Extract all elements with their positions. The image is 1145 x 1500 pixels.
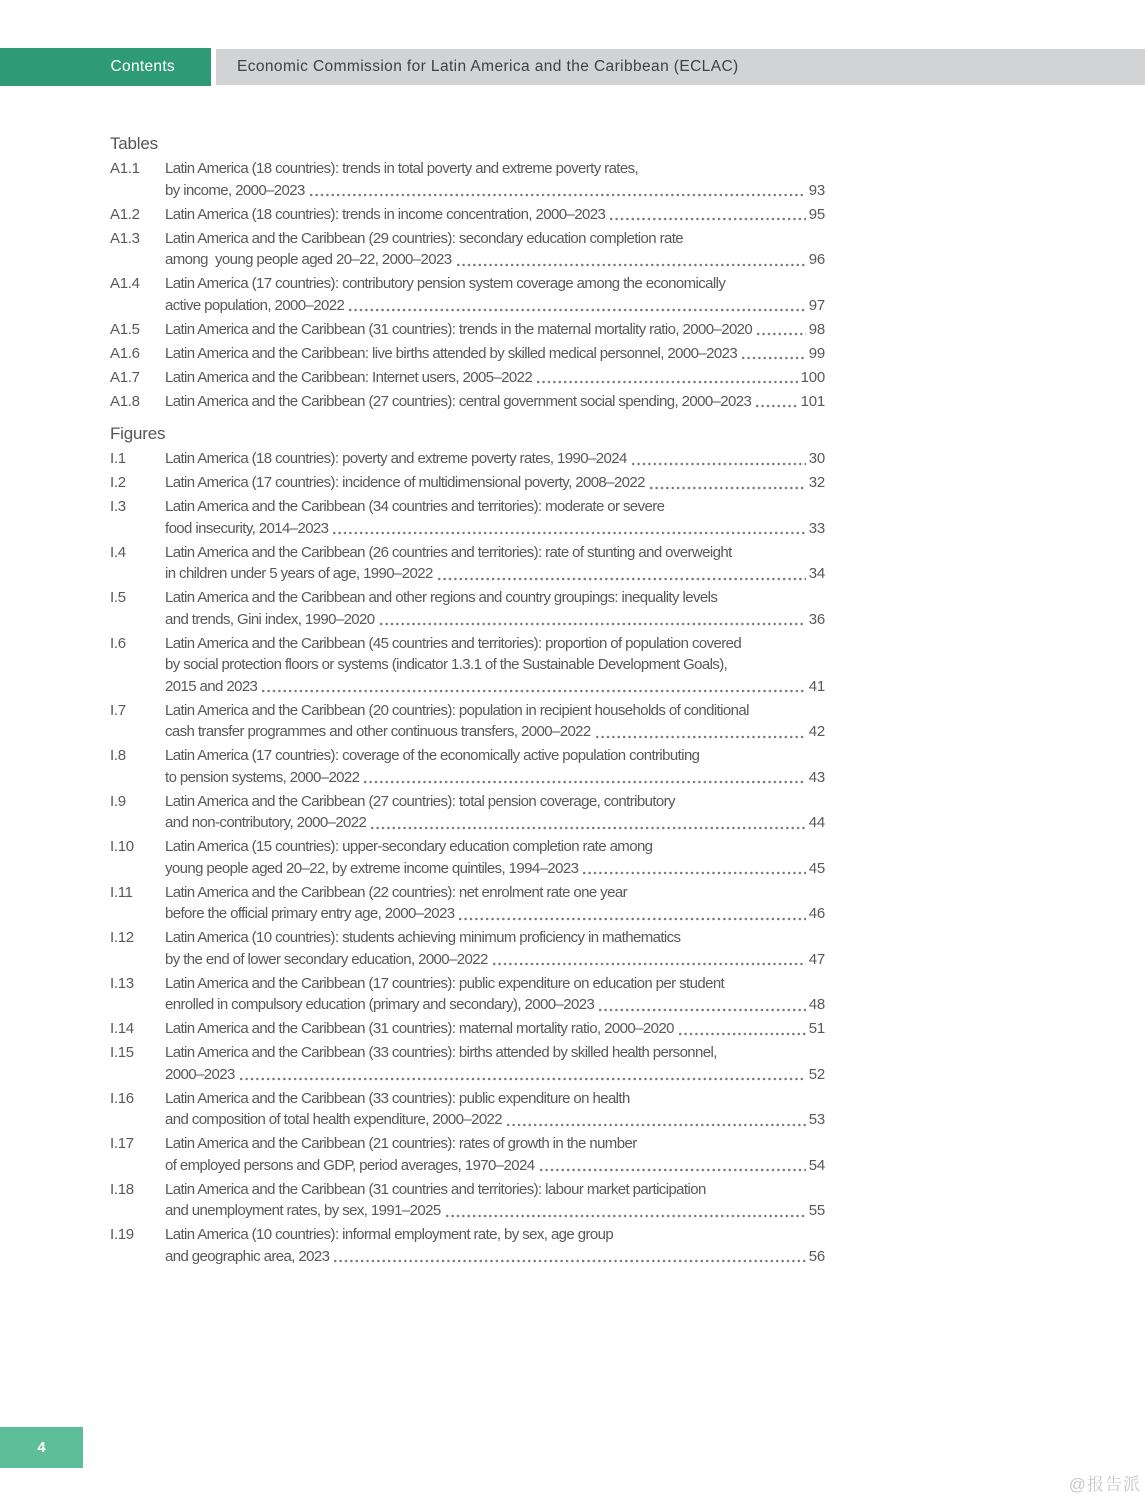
entry-number: I.11 bbox=[110, 883, 133, 901]
toc-entry bbox=[110, 1042, 825, 1085]
watermark: @报告派 bbox=[1068, 1475, 1141, 1494]
entry-text: food insecurity, 2014–2023 bbox=[165, 519, 329, 537]
entry-text: in children under 5 years of age, 1990–2022 bbox=[165, 565, 433, 582]
entry-text: Latin America and the Caribbean: live births attended by skilled medical personnel, 2000–2023 bbox=[165, 344, 738, 362]
entry-body bbox=[165, 319, 825, 341]
entry-body bbox=[165, 204, 825, 226]
dotted-leader bbox=[756, 404, 797, 408]
entry-body bbox=[165, 791, 825, 834]
entry-text-line bbox=[165, 563, 825, 585]
entry-text-line bbox=[165, 1200, 825, 1222]
dotted-leader bbox=[371, 826, 805, 830]
dotted-leader bbox=[583, 871, 805, 875]
entry-page-number: 33 bbox=[808, 519, 825, 537]
entry-text: to pension systems, 2000–2022 bbox=[165, 768, 360, 786]
entry-text-line bbox=[165, 1018, 825, 1040]
entry-number: I.4 bbox=[110, 543, 126, 561]
entry-text-line: Latin America (17 countries): coverage of the economically active population contributing bbox=[165, 747, 700, 764]
dotted-leader bbox=[364, 780, 805, 784]
entry-text-line: Latin America (18 countries): trends in total poverty and extreme poverty rates, bbox=[165, 160, 639, 177]
entry-body bbox=[165, 745, 825, 788]
entry-number: I.16 bbox=[110, 1089, 134, 1107]
entry-page-number: 93 bbox=[808, 181, 825, 199]
entry-number: I.14 bbox=[110, 1020, 134, 1037]
toc-entry bbox=[110, 1088, 825, 1131]
dotted-leader bbox=[540, 1168, 806, 1172]
entry-page-number: 95 bbox=[808, 205, 825, 223]
entry-page-number: 101 bbox=[800, 392, 825, 410]
entry-text-line bbox=[165, 367, 825, 389]
entry-number: A1.4 bbox=[110, 275, 140, 292]
dotted-leader bbox=[240, 1077, 806, 1081]
toc-section bbox=[110, 423, 825, 1267]
entry-text-line bbox=[165, 295, 825, 317]
entry-text-line bbox=[165, 472, 825, 494]
entry-body bbox=[165, 367, 825, 389]
contents-label: Contents bbox=[110, 58, 175, 75]
toc-entry bbox=[110, 927, 825, 970]
entry-text-line: Latin America and the Caribbean and other regions and country groupings: inequality levels bbox=[165, 589, 718, 606]
entry-number: A1.5 bbox=[110, 320, 140, 338]
entry-number: I.5 bbox=[110, 589, 126, 606]
entry-number: I.6 bbox=[110, 634, 126, 652]
entry-number: I.12 bbox=[110, 929, 134, 946]
entry-text-line bbox=[165, 180, 825, 202]
entry-page-number: 56 bbox=[808, 1247, 825, 1265]
entry-text-line bbox=[165, 994, 825, 1016]
entry-number: I.10 bbox=[110, 838, 134, 855]
dotted-leader bbox=[757, 332, 806, 336]
entry-text: cash transfer programmes and other continuous transfers, 2000–2022 bbox=[165, 723, 591, 740]
entry-body bbox=[165, 542, 825, 585]
entry-text: active population, 2000–2022 bbox=[165, 296, 345, 314]
entry-page-number: 43 bbox=[808, 768, 825, 786]
entry-text: by income, 2000–2023 bbox=[165, 181, 305, 199]
entry-text-line: Latin America and the Caribbean (29 countries): secondary education completion rate bbox=[165, 229, 684, 247]
entry-text-line bbox=[165, 319, 825, 341]
entry-text: and geographic area, 2023 bbox=[165, 1247, 330, 1265]
entry-page-number: 47 bbox=[808, 950, 825, 968]
entry-body bbox=[165, 496, 825, 539]
entry-text: enrolled in compulsory education (primary and secondary), 2000–2023 bbox=[165, 996, 595, 1013]
entry-text-line bbox=[165, 721, 825, 743]
page-number: 4 bbox=[37, 1439, 46, 1456]
entry-text-line bbox=[165, 343, 825, 365]
entry-page-number: 34 bbox=[808, 565, 825, 582]
toc-entry bbox=[110, 542, 825, 585]
toc-entry bbox=[110, 204, 825, 226]
entry-text-line: Latin America and the Caribbean (31 countries and territories): labour market participation bbox=[165, 1180, 706, 1198]
entry-number: I.18 bbox=[110, 1180, 134, 1198]
toc-entry bbox=[110, 391, 825, 413]
entry-text-line bbox=[165, 249, 825, 271]
entry-page-number: 36 bbox=[808, 610, 825, 628]
toc-entry bbox=[110, 273, 825, 316]
dotted-leader bbox=[632, 462, 806, 466]
dotted-leader bbox=[596, 735, 806, 739]
entry-text: and trends, Gini index, 1990–2020 bbox=[165, 610, 375, 628]
entry-text-line: Latin America and the Caribbean (34 countries and territories): moderate or severe bbox=[165, 498, 665, 515]
toc-entry bbox=[110, 633, 825, 698]
dotted-leader bbox=[679, 1032, 806, 1036]
entry-text-line: by social protection floors or systems (indicator 1.3.1 of the Sustainable Development Goals), bbox=[165, 656, 728, 673]
entry-text-line bbox=[165, 204, 825, 226]
entry-page-number: 97 bbox=[808, 296, 825, 314]
entry-body bbox=[165, 836, 825, 879]
org-title-bar bbox=[216, 49, 1145, 85]
entry-text-line: Latin America and the Caribbean (26 countries and territories): rate of stunting and overweight bbox=[165, 543, 732, 561]
toc-entry bbox=[110, 343, 825, 365]
dotted-leader bbox=[650, 486, 806, 490]
entry-text-line bbox=[165, 1109, 825, 1131]
entry-number: I.15 bbox=[110, 1044, 134, 1061]
entry-text: Latin America (18 countries): trends in income concentration, 2000–2023 bbox=[165, 205, 606, 223]
entry-body bbox=[165, 1042, 825, 1085]
entry-text-line: Latin America and the Caribbean (17 countries): public expenditure on education per student bbox=[165, 974, 725, 992]
entry-page-number: 44 bbox=[808, 814, 825, 831]
entry-body bbox=[165, 973, 825, 1016]
dotted-leader bbox=[742, 356, 806, 360]
toc-entry bbox=[110, 367, 825, 389]
entry-body bbox=[165, 391, 825, 413]
toc-entry bbox=[110, 882, 825, 925]
entry-text: Latin America and the Caribbean: Internet users, 2005–2022 bbox=[165, 368, 533, 386]
entry-body bbox=[165, 343, 825, 365]
toc-entry bbox=[110, 791, 825, 834]
entry-body bbox=[165, 927, 825, 970]
section-entries bbox=[110, 158, 825, 412]
entry-text: 2015 and 2023 bbox=[165, 677, 258, 695]
entry-text-line bbox=[165, 1155, 825, 1177]
entry-page-number: 100 bbox=[800, 368, 825, 386]
entry-text-line bbox=[165, 858, 825, 880]
section-heading: Tables bbox=[110, 134, 158, 153]
toc-entry bbox=[110, 158, 825, 201]
entry-body bbox=[165, 1133, 825, 1176]
entry-body bbox=[165, 633, 825, 698]
toc-entry bbox=[110, 973, 825, 1016]
entry-page-number: 30 bbox=[808, 450, 825, 467]
entry-page-number: 98 bbox=[808, 320, 825, 338]
entry-text: and composition of total health expenditure, 2000–2022 bbox=[165, 1111, 503, 1128]
entry-text-line bbox=[165, 676, 825, 698]
entry-text-line: Latin America and the Caribbean (33 countries): public expenditure on health bbox=[165, 1089, 630, 1107]
entry-body bbox=[165, 158, 825, 201]
entry-number: I.9 bbox=[110, 792, 126, 810]
dotted-leader bbox=[380, 622, 806, 626]
dotted-leader bbox=[310, 193, 806, 197]
section-heading: Figures bbox=[110, 424, 166, 443]
entry-text: by the end of lower secondary education, 2000–2022 bbox=[165, 950, 488, 968]
entry-text: of employed persons and GDP, period averages, 1970–2024 bbox=[165, 1156, 535, 1174]
entry-page-number: 48 bbox=[808, 996, 825, 1013]
entry-text: young people aged 20–22, by extreme income quintiles, 1994–2023 bbox=[165, 859, 579, 877]
entry-text: before the official primary entry age, 2000–2023 bbox=[165, 905, 455, 922]
entry-text: Latin America and the Caribbean (31 countries): maternal mortality ratio, 2000–2020 bbox=[165, 1020, 674, 1037]
entry-number: I.1 bbox=[110, 450, 126, 467]
entry-text: among young people aged 20–22, 2000–2023 bbox=[165, 251, 452, 268]
page-number-box bbox=[0, 1427, 83, 1468]
entry-text: Latin America (17 countries): incidence of multidimensional poverty, 2008–2022 bbox=[165, 474, 645, 491]
dotted-leader bbox=[333, 531, 805, 535]
entry-text-line: Latin America and the Caribbean (21 countries): rates of growth in the number bbox=[165, 1135, 637, 1152]
entry-number: A1.2 bbox=[110, 205, 140, 223]
entry-number: A1.7 bbox=[110, 368, 140, 386]
toc-entry bbox=[110, 228, 825, 271]
dotted-leader bbox=[457, 263, 806, 267]
entry-text-line: Latin America (15 countries): upper-secondary education completion rate among bbox=[165, 838, 653, 855]
dotted-leader bbox=[610, 217, 806, 221]
entry-number: I.3 bbox=[110, 498, 126, 515]
section-entries bbox=[110, 448, 825, 1267]
entry-number: I.13 bbox=[110, 974, 134, 992]
dotted-leader bbox=[459, 917, 805, 921]
entry-body bbox=[165, 700, 825, 743]
contents-tab bbox=[0, 48, 211, 86]
toc-entry bbox=[110, 1018, 825, 1040]
entry-text: and non-contributory, 2000–2022 bbox=[165, 814, 367, 831]
dotted-leader bbox=[507, 1123, 806, 1127]
entry-number: A1.3 bbox=[110, 229, 140, 247]
entry-text-line: Latin America (10 countries): students achieving minimum proficiency in mathematics bbox=[165, 929, 681, 946]
entry-number: I.7 bbox=[110, 701, 126, 719]
toc-entry bbox=[110, 836, 825, 879]
entry-page-number: 55 bbox=[808, 1202, 825, 1219]
entry-page-number: 32 bbox=[808, 474, 825, 491]
entry-text-line bbox=[165, 448, 825, 470]
entry-body bbox=[165, 1179, 825, 1222]
dotted-leader bbox=[537, 380, 797, 384]
entry-body bbox=[165, 882, 825, 925]
entry-text: Latin America and the Caribbean (31 countries): trends in the maternal mortality ratio, 2000–2020 bbox=[165, 320, 753, 338]
entry-body bbox=[165, 1224, 825, 1267]
dotted-leader bbox=[349, 308, 806, 312]
entry-body bbox=[165, 587, 825, 630]
entry-number: A1.1 bbox=[110, 160, 140, 177]
entry-text-line bbox=[165, 1246, 825, 1268]
dotted-leader bbox=[599, 1008, 805, 1012]
page-header bbox=[0, 48, 1145, 86]
entry-text-line: Latin America (10 countries): informal employment rate, by sex, age group bbox=[165, 1226, 614, 1243]
toc-entry bbox=[110, 1224, 825, 1267]
entry-text-line: Latin America and the Caribbean (33 countries): births attended by skilled health personnel, bbox=[165, 1044, 717, 1061]
entry-page-number: 42 bbox=[808, 723, 825, 740]
toc-entry bbox=[110, 587, 825, 630]
toc-entry bbox=[110, 472, 825, 494]
entry-page-number: 54 bbox=[808, 1156, 825, 1174]
entry-text-line: Latin America and the Caribbean (20 countries): population in recipient households of conditional bbox=[165, 701, 749, 719]
org-title: Economic Commission for Latin America and the Caribbean (ECLAC) bbox=[237, 58, 739, 75]
dotted-leader bbox=[262, 689, 805, 693]
entry-text: and unemployment rates, by sex, 1991–2025 bbox=[165, 1202, 441, 1219]
entry-text-line bbox=[165, 391, 825, 413]
entry-text-line bbox=[165, 812, 825, 834]
entry-text-line: Latin America and the Caribbean (22 countries): net enrolment rate one year bbox=[165, 883, 627, 901]
entry-body bbox=[165, 273, 825, 316]
toc-entry bbox=[110, 1179, 825, 1222]
toc-entry bbox=[110, 448, 825, 470]
toc-entry bbox=[110, 700, 825, 743]
table-of-contents bbox=[110, 133, 825, 1270]
entry-number: I.19 bbox=[110, 1226, 134, 1243]
entry-page-number: 41 bbox=[808, 677, 825, 695]
entry-body bbox=[165, 1018, 825, 1040]
entry-text-line bbox=[165, 767, 825, 789]
entry-text: Latin America (18 countries): poverty and extreme poverty rates, 1990–2024 bbox=[165, 450, 627, 467]
dotted-leader bbox=[446, 1214, 806, 1218]
entry-page-number: 53 bbox=[808, 1111, 825, 1128]
entry-page-number: 46 bbox=[808, 905, 825, 922]
entry-page-number: 51 bbox=[808, 1020, 825, 1037]
entry-body bbox=[165, 228, 825, 271]
entry-page-number: 96 bbox=[808, 251, 825, 268]
entry-text-line bbox=[165, 518, 825, 540]
entry-body bbox=[165, 472, 825, 494]
entry-text-line bbox=[165, 949, 825, 971]
entry-text-line bbox=[165, 609, 825, 631]
dotted-leader bbox=[438, 577, 806, 581]
toc-entry bbox=[110, 496, 825, 539]
entry-page-number: 45 bbox=[808, 859, 825, 877]
entry-page-number: 52 bbox=[808, 1065, 825, 1083]
entry-page-number: 99 bbox=[808, 344, 825, 362]
entry-text-line: Latin America and the Caribbean (27 countries): total pension coverage, contributory bbox=[165, 792, 675, 810]
dotted-leader bbox=[334, 1259, 805, 1263]
toc-entry bbox=[110, 1133, 825, 1176]
entry-number: A1.8 bbox=[110, 392, 140, 410]
entry-number: I.8 bbox=[110, 747, 126, 764]
entry-number: I.17 bbox=[110, 1135, 134, 1152]
toc-section bbox=[110, 133, 825, 412]
entry-text-line: Latin America (17 countries): contributory pension system coverage among the economically bbox=[165, 275, 726, 292]
entry-number: A1.6 bbox=[110, 344, 140, 362]
entry-text: 2000–2023 bbox=[165, 1065, 235, 1083]
toc-entry bbox=[110, 745, 825, 788]
entry-text-line bbox=[165, 903, 825, 925]
entry-number: I.2 bbox=[110, 474, 126, 491]
entry-body bbox=[165, 1088, 825, 1131]
toc-entry bbox=[110, 319, 825, 341]
entry-text-line bbox=[165, 1064, 825, 1086]
dotted-leader bbox=[493, 962, 806, 966]
entry-body bbox=[165, 448, 825, 470]
entry-text: Latin America and the Caribbean (27 countries): central government social spending, 2000–2023 bbox=[165, 392, 752, 410]
entry-text-line: Latin America and the Caribbean (45 countries and territories): proportion of population covered bbox=[165, 634, 742, 652]
